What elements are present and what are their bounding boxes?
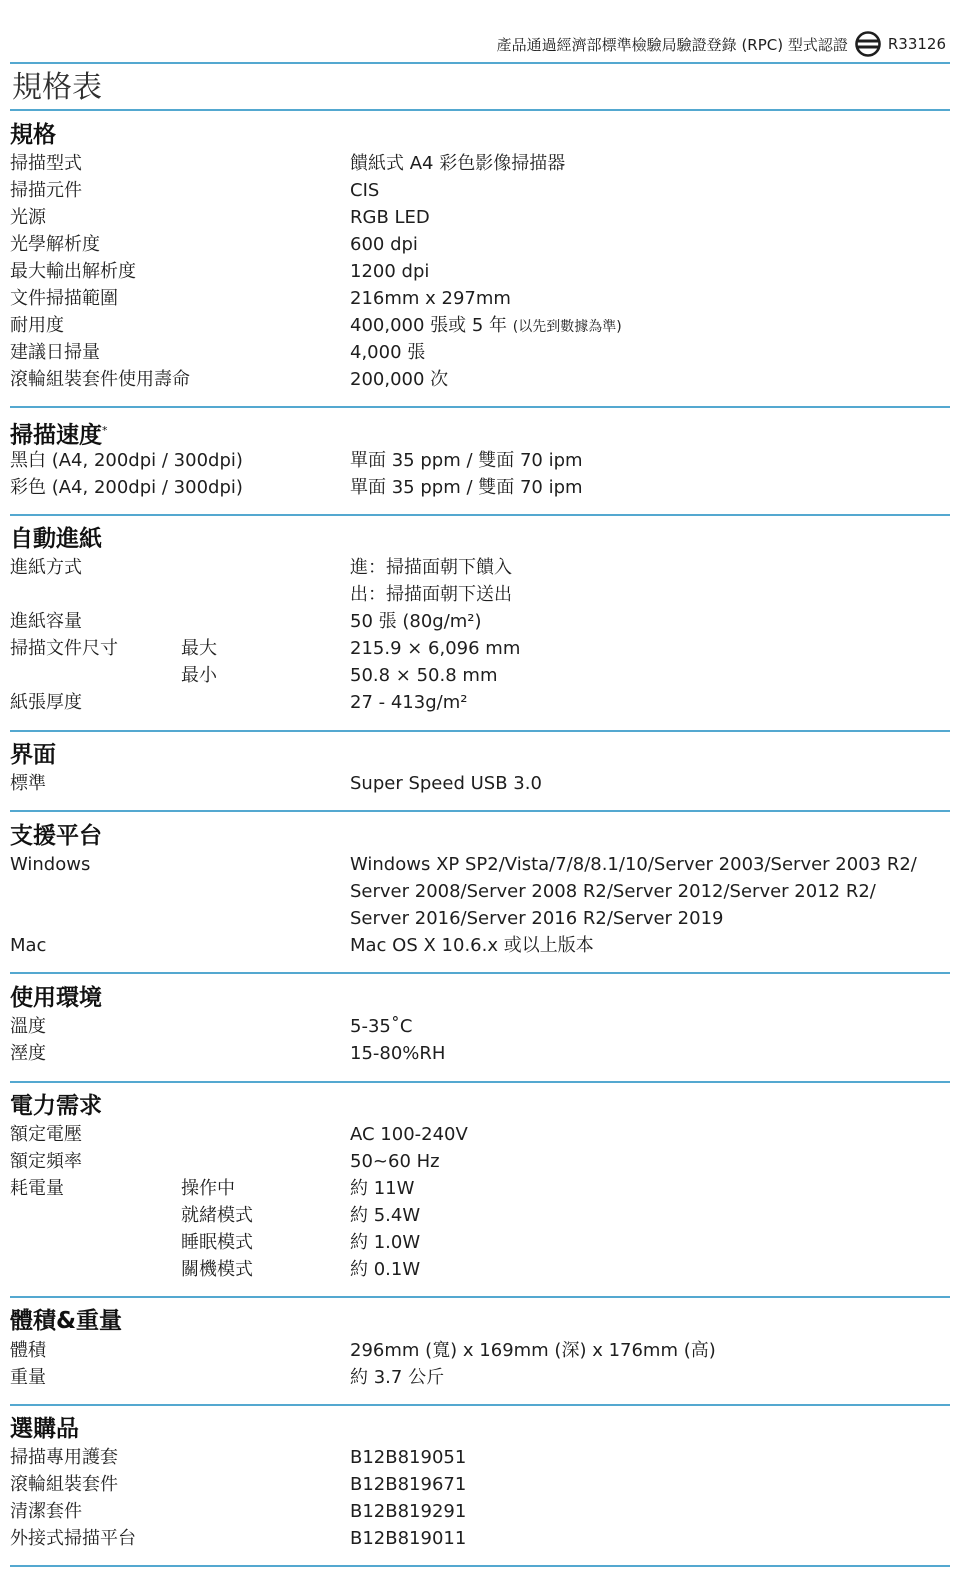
spec-value: 50 張 (80g/m²) [350,611,482,632]
section-title-environment: 使用環境 [10,985,102,1011]
spec-sub-label: 就緒模式 [181,1205,253,1226]
spec-value: B12B819291 [350,1501,467,1522]
spec-label: 黑白 (A4, 200dpi / 300dpi) [10,450,243,471]
spec-label: 外接式掃描平台 [10,1528,136,1549]
divider [10,1565,950,1567]
spec-label: 光源 [10,207,46,228]
spec-value: CIS [350,180,380,201]
spec-label: 額定頻率 [10,1151,82,1172]
spec-value: 約 1.0W [350,1232,421,1253]
spec-label: 彩色 (A4, 200dpi / 300dpi) [10,477,243,498]
spec-row [10,689,950,716]
spec-label: 文件掃描範圍 [10,288,118,309]
spec-label: 掃描型式 [10,153,82,174]
spec-row [10,474,950,501]
footnote-mark: * [102,424,108,437]
section-title-platform: 支援平台 [10,823,102,849]
spec-row [10,1444,950,1471]
spec-label: 重量 [10,1367,46,1388]
spec-row [10,1525,950,1552]
spec-label: 清潔套件 [10,1501,82,1522]
section-title-size-weight: 體積&重量 [10,1308,123,1334]
spec-value: 215.9 × 6,096 mm [350,638,521,659]
spec-value: Super Speed USB 3.0 [350,773,542,794]
spec-label: 進紙方式 [10,557,82,578]
spec-row [10,1013,950,1040]
spec-sub-label: 睡眠模式 [181,1232,253,1253]
spec-row [10,635,950,662]
spec-row [10,339,950,366]
spec-value: Mac OS X 10.6.x 或以上版本 [350,935,594,956]
spec-value: 15-80%RH [350,1043,446,1064]
spec-row [10,1229,950,1256]
spec-label: 建議日掃量 [10,342,100,363]
spec-value: B12B819671 [350,1474,467,1495]
spec-label: Windows [10,854,91,875]
spec-value: 約 5.4W [350,1205,421,1226]
divider [10,109,950,111]
spec-label: 溼度 [10,1043,46,1064]
spec-row [10,150,950,177]
section-title-speed-text: 掃描速度 [10,422,102,449]
spec-row [10,447,950,474]
spec-row [10,1471,950,1498]
section-title-spec: 規格 [10,122,56,148]
certification-text: 產品通過經濟部標準檢驗局驗證登錄 (RPC) 型式認證 [496,35,848,54]
spec-row [10,1040,950,1067]
spec-value: 200,000 次 [350,369,449,390]
bsmi-certification-icon [854,30,882,58]
spec-value: 27 - 413g/m² [350,692,468,713]
spec-value-continued: Server 2008/Server 2008 R2/Server 2012/Server 2012 R2/ [350,881,876,902]
spec-row [10,851,950,878]
spec-label: 紙張厚度 [10,692,82,713]
spec-label: 掃描元件 [10,180,82,201]
spec-label: 光學解析度 [10,234,100,255]
spec-value: 216mm x 297mm [350,288,511,309]
spec-label: 最大輸出解析度 [10,261,136,282]
spec-row [10,932,950,959]
spec-value: 50.8 × 50.8 mm [350,665,498,686]
spec-value: Windows XP SP2/Vista/7/8/8.1/10/Server 2003/Server 2003 R2/ [350,854,917,875]
spec-row [10,366,950,393]
certification-note [497,30,946,58]
spec-row [10,1337,950,1364]
spec-sub-label: 操作中 [181,1178,235,1199]
spec-value: 600 dpi [350,234,418,255]
spec-value: 1200 dpi [350,261,430,282]
divider [10,810,950,812]
spec-sub-label: 最大 [181,638,217,659]
divider [10,1081,950,1083]
spec-label: 耗電量 [10,1178,64,1199]
spec-value [350,312,622,341]
spec-value: 50~60 Hz [350,1151,440,1172]
spec-row [10,204,950,231]
spec-value: B12B819051 [350,1447,467,1468]
divider [10,730,950,732]
spec-row [10,1364,950,1391]
spec-value: B12B819011 [350,1528,467,1549]
spec-label: 耐用度 [10,315,64,336]
page-title: 規格表 [12,70,102,105]
spec-row [10,554,950,581]
spec-row [10,1121,950,1148]
spec-row [10,312,950,339]
spec-value: AC 100-240V [350,1124,468,1145]
spec-label: 滾輪組裝套件使用壽命 [10,369,190,390]
spec-row [10,177,950,204]
durability-note: (以先到數據為準) [512,319,622,335]
spec-value: 約 11W [350,1178,415,1199]
section-title-power: 電力需求 [10,1093,102,1119]
spec-row [10,1175,950,1202]
divider [10,514,950,516]
durability-value: 400,000 張或 5 年 [350,315,508,336]
spec-label: 滾輪組裝套件 [10,1474,118,1495]
spec-row [10,231,950,258]
spec-value: 4,000 張 [350,342,426,363]
spec-value: RGB LED [350,207,430,228]
spec-value: 296mm (寬) x 169mm (深) x 176mm (高) [350,1340,716,1361]
spec-row [10,285,950,312]
spec-label: 溫度 [10,1016,46,1037]
spec-row [10,608,950,635]
spec-value: 約 3.7 公斤 [350,1367,445,1388]
spec-label: 額定電壓 [10,1124,82,1145]
divider [10,1296,950,1298]
spec-row [10,1148,950,1175]
spec-value: 單面 35 ppm / 雙面 70 ipm [350,477,583,498]
spec-value: 5-35˚C [350,1016,413,1037]
divider [10,62,950,64]
section-title-options: 選購品 [10,1416,79,1442]
spec-row [10,1498,950,1525]
spec-label: Mac [10,935,47,956]
spec-value: 單面 35 ppm / 雙面 70 ipm [350,450,583,471]
divider [10,1404,950,1406]
certification-code: R33126 [887,35,946,53]
spec-label: 體積 [10,1340,46,1361]
spec-sub-label: 最小 [181,665,217,686]
spec-label: 掃描文件尺寸 [10,638,118,659]
spec-label: 掃描專用護套 [10,1447,118,1468]
spec-label: 進紙容量 [10,611,82,632]
section-title-speed [10,416,108,451]
spec-value: 進：掃描面朝下饋入 [350,557,512,578]
divider [10,406,950,408]
spec-row [10,662,950,689]
spec-value: 約 0.1W [350,1259,421,1280]
section-title-adf: 自動進紙 [10,526,102,552]
spec-row [10,1256,950,1283]
spec-label: 標準 [10,773,46,794]
spec-row [10,1202,950,1229]
section-title-interface: 界面 [10,742,56,768]
spec-row [10,770,950,797]
spec-value: 饋紙式 A4 彩色影像掃描器 [350,153,566,174]
spec-value-continued: Server 2016/Server 2016 R2/Server 2019 [350,908,724,929]
spec-value-continued: 出：掃描面朝下送出 [350,584,512,605]
spec-sub-label: 關機模式 [181,1259,253,1280]
divider [10,972,950,974]
spec-row [10,258,950,285]
